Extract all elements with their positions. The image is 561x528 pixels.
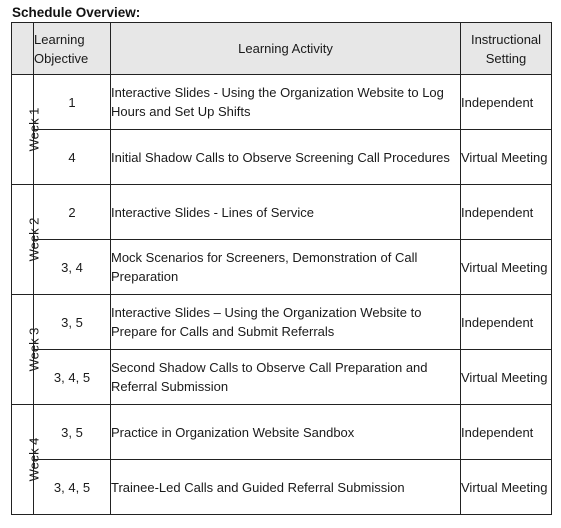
table-row: [12, 405, 552, 460]
setting-cell: Virtual Meeting: [461, 130, 552, 185]
week-label-cell: [12, 185, 42, 295]
table-row: [12, 75, 552, 130]
objective-cell: 3, 4, 5: [34, 460, 111, 515]
schedule-table: [11, 22, 552, 515]
setting-cell: Independent: [461, 75, 552, 130]
week-label: Week 3: [26, 327, 42, 372]
schedule-title: Schedule Overview:: [12, 5, 141, 20]
activity-cell: Mock Scenarios for Screeners, Demonstration of Call Preparation: [111, 240, 461, 295]
setting-cell: Virtual Meeting: [461, 240, 552, 295]
objective-cell: 2: [34, 185, 111, 240]
table-row: [12, 240, 552, 295]
table-row: [12, 185, 552, 240]
setting-cell: Virtual Meeting: [461, 460, 552, 515]
header-instructional-setting: Instructional Setting: [461, 23, 552, 75]
objective-cell: 3, 4, 5: [34, 350, 111, 405]
week-label: Week 2: [26, 217, 42, 262]
table-row: [12, 350, 552, 405]
week-label-cell: [12, 295, 42, 405]
setting-cell: Independent: [461, 295, 552, 350]
setting-cell: Independent: [461, 185, 552, 240]
objective-cell: 3, 4: [34, 240, 111, 295]
setting-cell: Virtual Meeting: [461, 350, 552, 405]
activity-cell: Initial Shadow Calls to Observe Screening Call Procedures: [111, 130, 461, 185]
week-label-cell: [12, 405, 42, 515]
activity-cell: Trainee-Led Calls and Guided Referral Submission: [111, 460, 461, 515]
setting-cell: Independent: [461, 405, 552, 460]
week-label: Week 1: [26, 107, 42, 152]
objective-cell: 3, 5: [34, 295, 111, 350]
table-row: [12, 130, 552, 185]
week-label-cell: [12, 75, 42, 185]
week-label: Week 4: [26, 437, 42, 482]
activity-cell: Practice in Organization Website Sandbox: [111, 405, 461, 460]
header-learning-objective: Learning Objective: [34, 23, 111, 75]
header-row: [12, 23, 552, 75]
table-row: [12, 295, 552, 350]
activity-cell: Interactive Slides – Using the Organization Website to Prepare for Calls and Submit Referrals: [111, 295, 461, 350]
activity-cell: Interactive Slides - Using the Organization Website to Log Hours and Set Up Shifts: [111, 75, 461, 130]
header-week: [12, 23, 34, 75]
activity-cell: Interactive Slides - Lines of Service: [111, 185, 461, 240]
header-learning-activity: Learning Activity: [111, 23, 461, 75]
activity-cell: Second Shadow Calls to Observe Call Preparation and Referral Submission: [111, 350, 461, 405]
objective-cell: 1: [34, 75, 111, 130]
table-row: [12, 460, 552, 515]
objective-cell: 3, 5: [34, 405, 111, 460]
objective-cell: 4: [34, 130, 111, 185]
